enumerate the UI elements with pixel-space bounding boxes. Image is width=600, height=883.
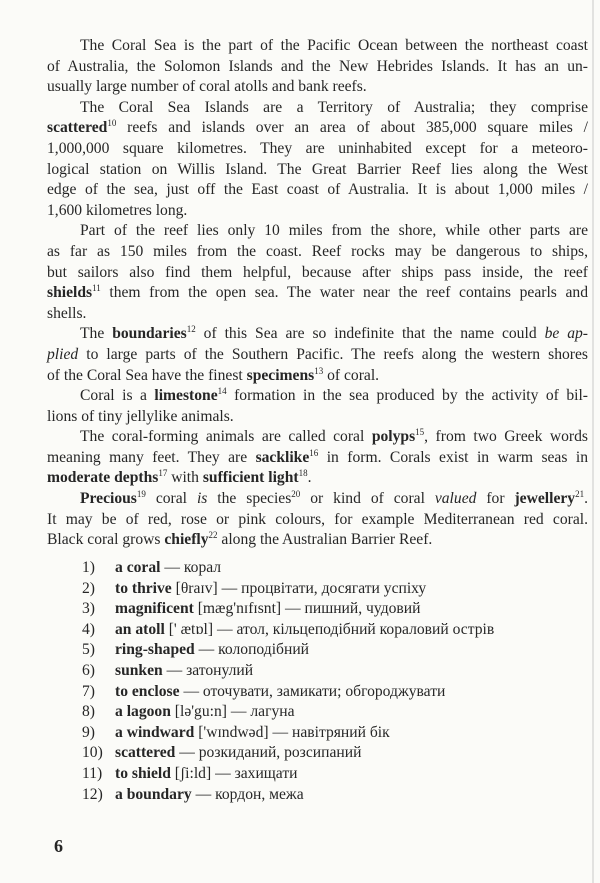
text-run: 1,000,000 square kilometres. They are uninhabited except for a meteoro- bbox=[47, 139, 588, 157]
vocab-item bbox=[82, 558, 562, 579]
text-run: The bbox=[80, 325, 113, 343]
text-line bbox=[47, 324, 588, 345]
footnote-ref: 11 bbox=[92, 283, 101, 294]
text-run: . bbox=[584, 490, 588, 508]
vocab-number: 12) bbox=[82, 785, 103, 803]
text-line bbox=[47, 221, 588, 242]
vocab-term: scattered bbox=[115, 744, 176, 762]
footnote-ref: 14 bbox=[217, 386, 227, 397]
text-line bbox=[47, 242, 588, 263]
vocab-number: 3) bbox=[82, 600, 95, 618]
vocab-term-bold: sufficient light bbox=[202, 469, 299, 487]
footnote-ref: 12 bbox=[186, 324, 196, 335]
italic-text: is bbox=[196, 490, 208, 508]
vocab-term: to thrive bbox=[115, 579, 172, 597]
vocab-item bbox=[82, 743, 562, 764]
vocab-term-bold: scattered bbox=[47, 119, 108, 137]
vocab-pronunciation: [ʃi:ld] bbox=[174, 764, 212, 782]
vocab-term: ring-shaped bbox=[115, 641, 195, 659]
vocab-pronunciation: [' ætɒl] bbox=[168, 620, 214, 638]
text-run: 1,600 kilometres long. bbox=[47, 201, 188, 219]
text-line bbox=[47, 407, 588, 428]
text-line bbox=[47, 160, 588, 181]
text-run: as far as 150 miles from the coast. Reef rocks may be dangerous to ships, bbox=[47, 242, 588, 260]
vocab-term-bold: moderate depths bbox=[47, 469, 159, 487]
footnote-ref: 17 bbox=[158, 468, 168, 479]
footnote-ref: 15 bbox=[415, 427, 425, 438]
vocab-item bbox=[82, 640, 562, 661]
footnote-ref: 22 bbox=[208, 530, 218, 541]
text-run: usually large number of coral atolls and bank reefs. bbox=[47, 78, 367, 96]
text-run: logical station on Willis Island. The Great Barrier Reef lies along the West bbox=[47, 160, 588, 178]
vocab-term-bold: polyps bbox=[371, 428, 416, 446]
vocab-pronunciation: [θraɪv] bbox=[175, 579, 218, 597]
vocab-item bbox=[82, 702, 562, 723]
text-run: or kind of coral bbox=[300, 490, 435, 508]
vocab-term-bold: sacklike bbox=[255, 448, 310, 466]
vocab-translation: — пишний, чудовий bbox=[285, 600, 421, 618]
vocab-item bbox=[82, 620, 562, 641]
vocab-term: a lagoon bbox=[115, 703, 171, 721]
text-run: of this Sea are so indefinite that the name could bbox=[195, 325, 545, 343]
text-run: for bbox=[476, 490, 515, 508]
text-line bbox=[47, 283, 588, 304]
text-run: Black coral grows bbox=[47, 531, 165, 549]
text-run: reefs and islands over an area of about 385,000 square miles / bbox=[116, 119, 588, 137]
text-run: of coral. bbox=[323, 366, 380, 384]
text-line bbox=[47, 201, 588, 222]
vocab-number: 10) bbox=[82, 744, 103, 762]
text-line bbox=[47, 366, 588, 387]
text-line bbox=[47, 386, 588, 407]
vocab-translation: — кордон, межа bbox=[195, 785, 304, 803]
vocab-pronunciation: [mæg'nɪfɪsnt] bbox=[197, 600, 282, 618]
paragraph bbox=[47, 98, 588, 222]
paragraph bbox=[47, 489, 588, 551]
text-line bbox=[47, 36, 588, 57]
vocab-item bbox=[82, 723, 562, 744]
text-line bbox=[47, 118, 588, 139]
text-run: Part of the reef lies only 10 miles from the shore, while other parts are bbox=[80, 222, 588, 240]
vocab-term: to shield bbox=[115, 764, 171, 782]
text-line bbox=[47, 510, 588, 531]
text-line bbox=[47, 304, 588, 325]
vocab-term: to enclose bbox=[115, 682, 180, 700]
vocab-number: 5) bbox=[82, 641, 95, 659]
italic-text: be ap- bbox=[544, 325, 589, 343]
vocab-translation: — процвітати, досягати успіху bbox=[221, 579, 427, 597]
vocab-number: 9) bbox=[82, 723, 95, 741]
vocab-term: an atoll bbox=[115, 620, 165, 638]
vocab-item bbox=[82, 599, 562, 620]
text-line bbox=[47, 180, 588, 201]
text-line bbox=[47, 77, 588, 98]
vocab-translation: — корал bbox=[164, 559, 222, 576]
vocab-translation: — оточувати, замикати; обгороджувати bbox=[183, 682, 446, 700]
vocab-item bbox=[82, 682, 562, 703]
text-line bbox=[47, 98, 588, 119]
text-run: but sailors also find them helpful, because after ships pass inside, the reef bbox=[47, 263, 588, 281]
text-line bbox=[47, 489, 588, 510]
text-run: with bbox=[167, 469, 203, 487]
vocab-number: 8) bbox=[82, 703, 95, 721]
italic-text: valued bbox=[434, 490, 477, 508]
vocab-term: a coral bbox=[115, 559, 161, 576]
vocab-term-bold: Precious bbox=[80, 490, 137, 508]
text-run: formation in the sea produced by the activity of bil- bbox=[226, 387, 588, 405]
paragraph bbox=[47, 386, 588, 427]
paragraph bbox=[47, 221, 588, 324]
text-run: of Australia, the Solomon Islands and the New Hebrides Islands. It has an un- bbox=[47, 57, 588, 75]
text-run: The Coral Sea Islands are a Territory of Australia; they comprise bbox=[80, 98, 588, 116]
vocab-translation: — затонулий bbox=[166, 661, 254, 679]
text-run: meaning many feet. They are bbox=[47, 448, 256, 466]
vocab-number: 2) bbox=[82, 579, 95, 597]
vocab-pronunciation: ['wɪndwəd] bbox=[198, 723, 269, 741]
text-run: Coral is a bbox=[80, 387, 155, 405]
vocab-number: 4) bbox=[82, 620, 95, 638]
vocab-term-bold: shields bbox=[47, 284, 93, 302]
footnote-ref: 16 bbox=[309, 447, 319, 458]
vocab-term: a boundary bbox=[115, 785, 192, 803]
vocab-translation: — захищати bbox=[215, 764, 298, 782]
page-edge bbox=[592, 0, 594, 883]
text-line bbox=[47, 427, 588, 448]
text-run: The coral-forming animals are called coral bbox=[80, 428, 372, 446]
text-run: . bbox=[307, 469, 312, 487]
vocab-translation: — навітряний бік bbox=[272, 723, 390, 741]
italic-text: plied bbox=[47, 345, 79, 363]
paragraph bbox=[47, 427, 588, 489]
footnote-ref: 19 bbox=[136, 489, 146, 500]
text-run: to large parts of the Southern Pacific. The reefs along the western shores bbox=[78, 345, 588, 363]
vocab-term-bold: limestone bbox=[154, 387, 218, 405]
vocab-number: 11) bbox=[82, 764, 103, 782]
vocab-item bbox=[82, 661, 562, 682]
vocab-item bbox=[82, 764, 562, 785]
vocab-term-bold: jewellery bbox=[514, 490, 576, 508]
text-run: the species bbox=[207, 490, 292, 508]
text-run: along the Australian Barrier Reef. bbox=[217, 531, 433, 549]
vocab-translation: — розкиданий, розсипаний bbox=[179, 744, 362, 762]
vocab-term: sunken bbox=[115, 661, 163, 679]
footnote-ref: 10 bbox=[107, 118, 117, 129]
vocab-pronunciation: [lə'gu:n] bbox=[174, 703, 227, 721]
text-run: edge of the sea, just off the East coast of Australia. It is about 1,000 miles / bbox=[47, 181, 588, 199]
vocab-term-bold: specimens bbox=[246, 366, 315, 384]
vocab-translation: — лагуна bbox=[230, 703, 295, 721]
text-run: It may be of red, rose or pink colours, for example Mediterranean red coral. bbox=[47, 510, 588, 528]
vocab-number: 1) bbox=[82, 559, 95, 576]
text-run: lions of tiny jellylike animals. bbox=[47, 407, 234, 425]
text-run: in form. Corals exist in warm seas in bbox=[318, 448, 588, 466]
vocab-number: 6) bbox=[82, 661, 95, 679]
text-run: of the Coral Sea have the finest bbox=[47, 366, 247, 384]
paragraph bbox=[47, 324, 588, 386]
paragraph bbox=[47, 36, 588, 98]
vocab-translation: — колоподібний bbox=[198, 641, 310, 659]
footnote-ref: 21 bbox=[575, 489, 585, 500]
vocab-translation: — атол, кільцеподібний кораловий острів bbox=[216, 620, 495, 638]
text-run: them from the open sea. The water near the reef contains pearls and bbox=[100, 284, 588, 302]
vocab-term: a windward bbox=[115, 723, 195, 741]
text-run: shells. bbox=[47, 304, 87, 322]
vocab-term-bold: boundaries bbox=[112, 325, 187, 343]
vocab-term: magnificent bbox=[115, 600, 194, 618]
text-run: , from two Greek words bbox=[424, 428, 588, 446]
footnote-ref: 13 bbox=[314, 365, 324, 376]
text-run: The Coral Sea is the part of the Pacific Ocean between the northeast coast bbox=[80, 37, 588, 54]
body-text bbox=[47, 36, 588, 551]
vocab-number: 7) bbox=[82, 682, 95, 700]
page-number: 6 bbox=[54, 836, 63, 856]
footnote-ref: 18 bbox=[298, 468, 308, 479]
vocab-term-bold: chiefly bbox=[164, 531, 209, 549]
text-run: coral bbox=[145, 490, 197, 508]
text-line bbox=[47, 468, 588, 489]
vocab-item bbox=[82, 579, 562, 600]
text-line bbox=[47, 448, 588, 469]
text-line bbox=[47, 139, 588, 160]
text-line bbox=[47, 57, 588, 78]
text-line bbox=[47, 530, 588, 551]
footnote-ref: 20 bbox=[291, 489, 301, 500]
text-line bbox=[47, 345, 588, 366]
vocabulary-list bbox=[82, 558, 562, 805]
text-line bbox=[47, 263, 588, 284]
vocab-item bbox=[82, 785, 562, 806]
